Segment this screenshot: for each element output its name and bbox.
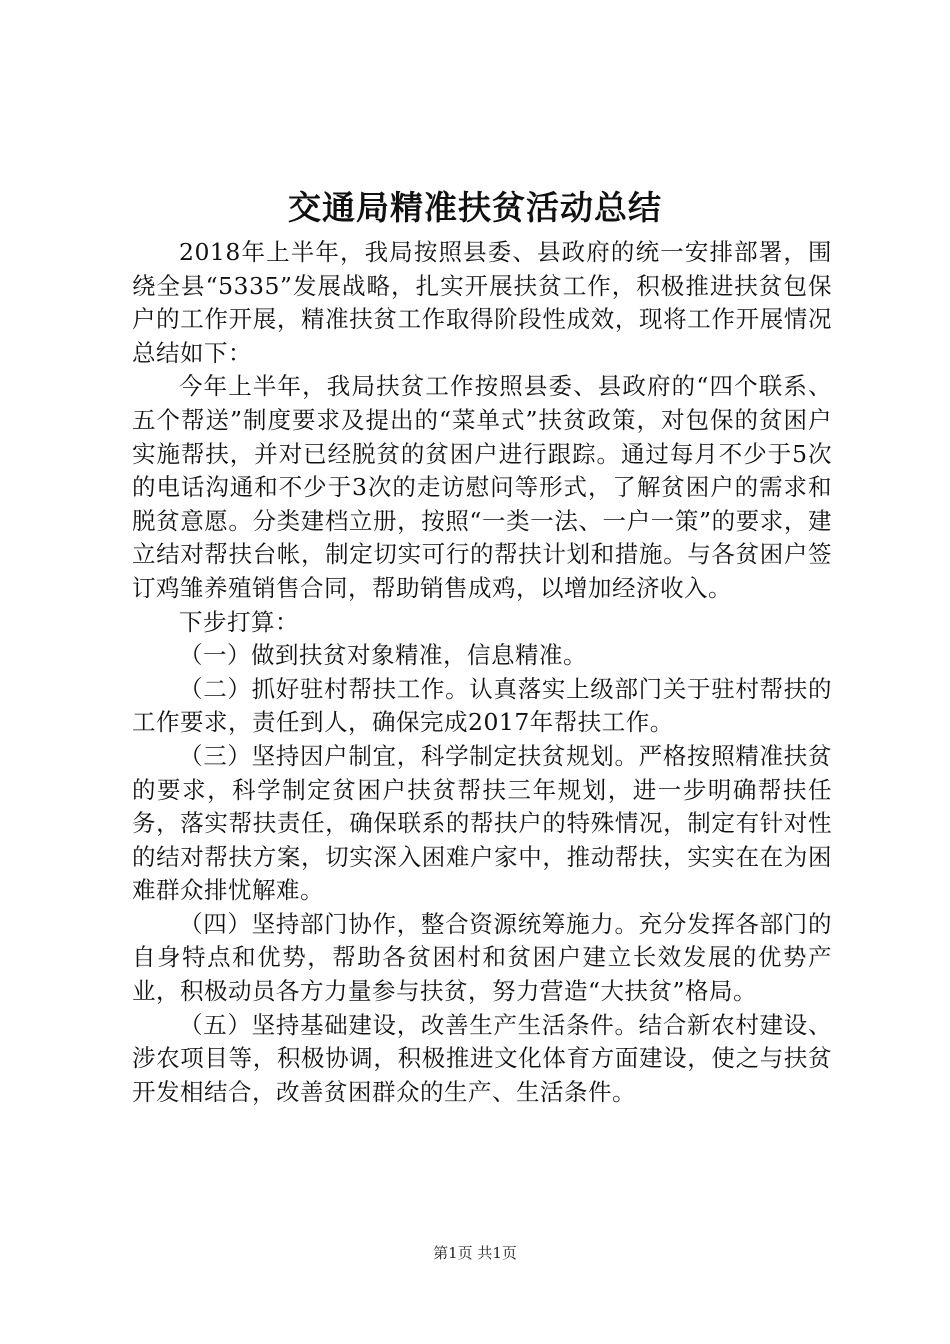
document-title: 交通局精准扶贫活动总结 <box>288 188 662 227</box>
page-number-footer: 第1页 共1页 <box>433 1244 517 1262</box>
paragraph-intro: 2018年上半年，我局按照县委、县政府的统一安排部署，围绕全县“5335”发展战略，扎实开展扶贫工作，积极推进扶贫包保户的工作开展，精准扶贫工作取得阶段性成效，现将工作开展情况总结如下： <box>132 238 832 367</box>
paragraph-step-5: （五）坚持基础建设，改善生产生活条件。结合新农村建设、涉农项目等，积极协调，积极推进文化体育方面建设，使之与扶贫开发相结合，改善贫困群众的生产、生活条件。 <box>132 1010 832 1106</box>
paragraph-step-4: （四）坚持部门协作，整合资源统筹施力。充分发挥各部门的自身特点和优势，帮助各贫困村和贫困户建立长效发展的优势产业，积极动员各方力量参与扶贫，努力营造“大扶贫”格局。 <box>132 909 832 1006</box>
paragraph-step-3: （三）坚持因户制宜，科学制定扶贫规划。严格按照精准扶贫的要求，科学制定贫困户扶贫帮扶三年规划，进一步明确帮扶任务，落实帮扶责任，确保联系的帮扶户的特殊情况，制定有针对性的结对帮扶方案，切实深入困难户家中，推动帮扶，实实在在为困难群众排忧解难。 <box>132 741 832 905</box>
paragraph-step-2: （二）抓好驻村帮扶工作。认真落实上级部门关于驻村帮扶的工作要求，责任到人，确保完成2017年帮扶工作。 <box>132 674 832 737</box>
paragraph-step-1: （一）做到扶贫对象精准，信息精准。 <box>179 641 587 670</box>
paragraph-next-steps-heading: 下步打算： <box>179 607 299 636</box>
document-body <box>132 236 832 1109</box>
paragraph-work-summary: 今年上半年，我局扶贫工作按照县委、县政府的“四个联系、五个帮送”制度要求及提出的“菜单式”扶贫政策，对包保的贫困户实施帮扶，并对已经脱贫的贫困户进行跟踪。通过每月不少于5次的电话沟通和不少于3次的走访慰问等形式，了解贫困户的需求和脱贫意愿。分类建档立册，按照“一类一法、一户一策”的要求，建立结对帮扶台帐，制定切实可行的帮扶计划和措施。与各贫困户签订鸡雏养殖销售合同，帮助销售成鸡，以增加经济收入。 <box>132 372 832 602</box>
